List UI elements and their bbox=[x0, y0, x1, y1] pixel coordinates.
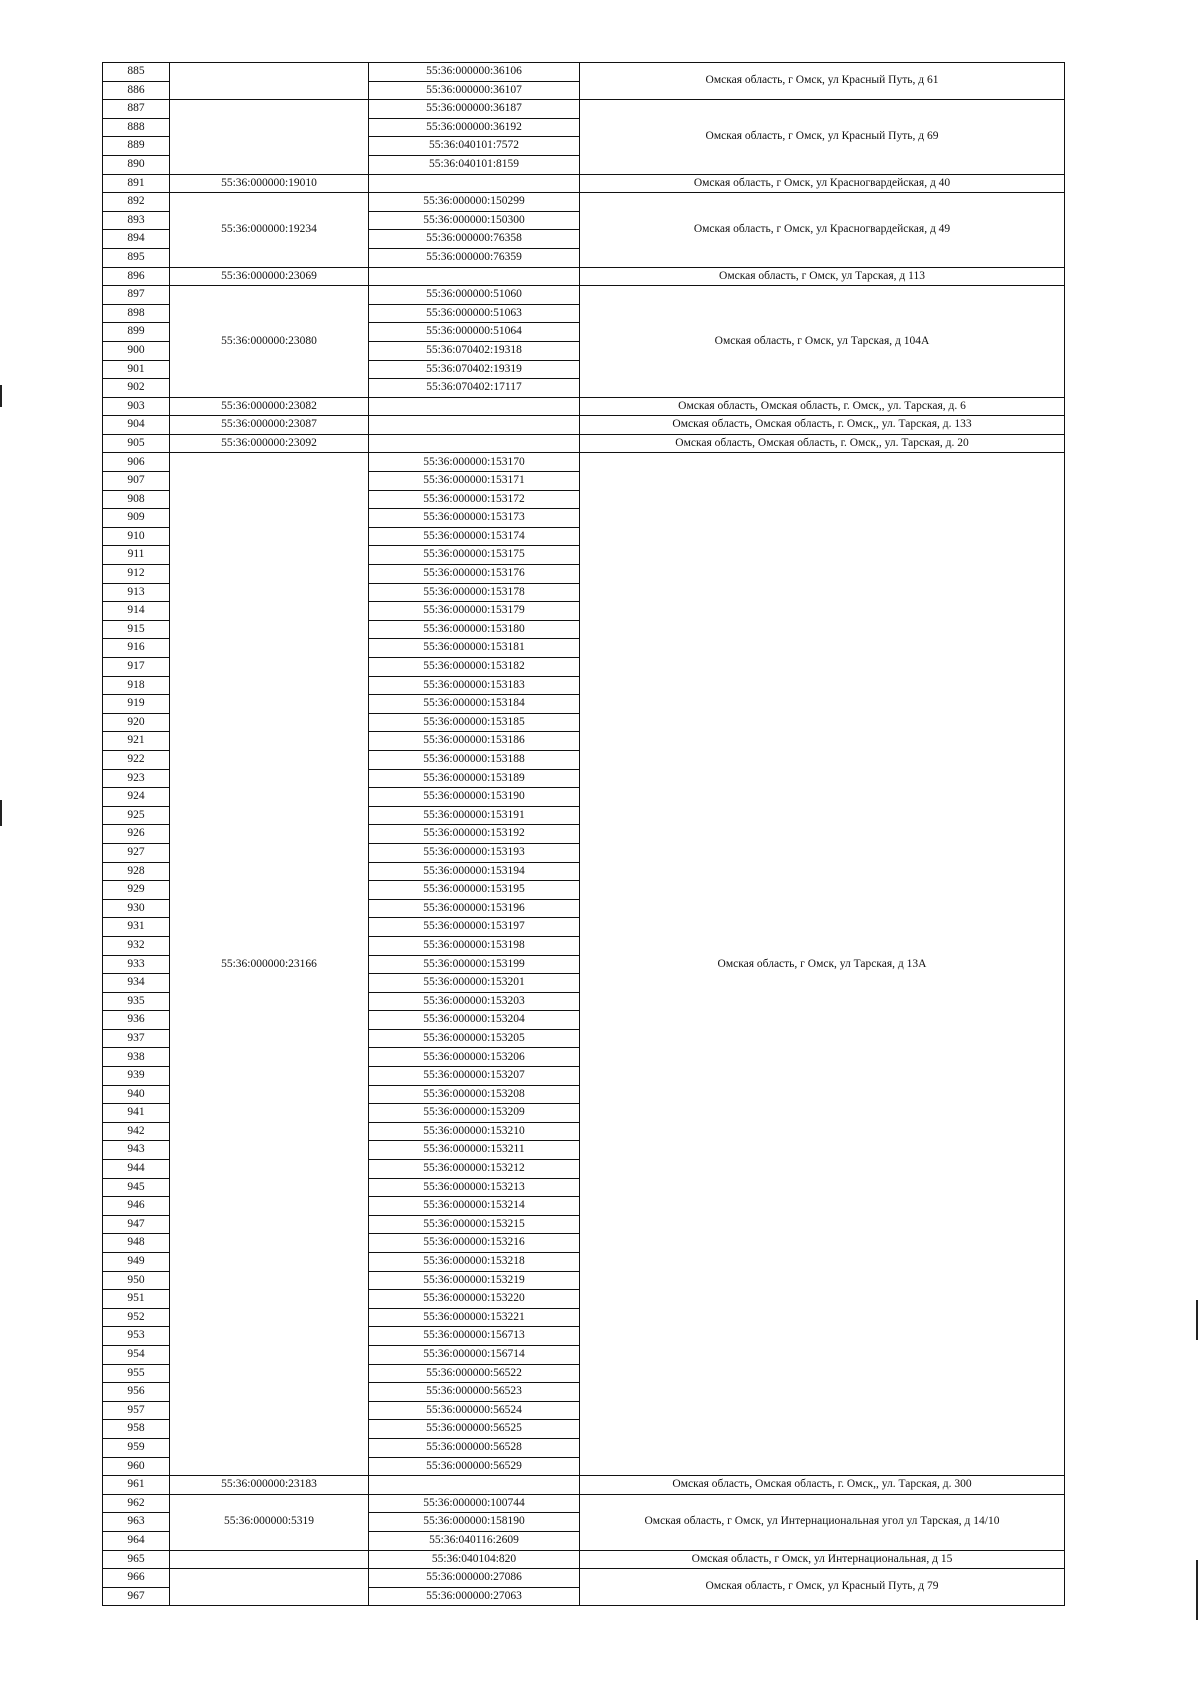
row-number-cell: 964 bbox=[103, 1531, 170, 1550]
address-cell: Омская область, г Омск, ул Красногвардейская, д 49 bbox=[580, 193, 1065, 267]
object-number-cell: 55:36:000000:153184 bbox=[369, 695, 580, 714]
cadastral-number-cell: 55:36:000000:23069 bbox=[170, 267, 369, 286]
row-number-cell: 952 bbox=[103, 1308, 170, 1327]
row-number-cell: 929 bbox=[103, 881, 170, 900]
row-number-cell: 905 bbox=[103, 434, 170, 453]
object-number-cell: 55:36:000000:56524 bbox=[369, 1401, 580, 1420]
object-number-cell: 55:36:000000:153191 bbox=[369, 806, 580, 825]
object-number-cell: 55:36:000000:36192 bbox=[369, 118, 580, 137]
cadastral-number-cell: 55:36:000000:23080 bbox=[170, 286, 369, 398]
address-cell: Омская область, Омская область, г. Омск,, ул. Тарская, д. 20 bbox=[580, 434, 1065, 453]
cadastral-number-cell: 55:36:000000:19010 bbox=[170, 174, 369, 193]
object-number-cell: 55:36:000000:156713 bbox=[369, 1327, 580, 1346]
row-number-cell: 941 bbox=[103, 1104, 170, 1123]
address-cell: Омская область, г Омск, ул Тарская, д 113 bbox=[580, 267, 1065, 286]
row-number-cell: 944 bbox=[103, 1160, 170, 1179]
address-cell: Омская область, Омская область, г. Омск,, ул. Тарская, д. 6 bbox=[580, 397, 1065, 416]
row-number-cell: 936 bbox=[103, 1011, 170, 1030]
table-row bbox=[103, 100, 1065, 119]
object-number-cell: 55:36:000000:153210 bbox=[369, 1122, 580, 1141]
object-number-cell: 55:36:040104:820 bbox=[369, 1550, 580, 1569]
row-number-cell: 939 bbox=[103, 1067, 170, 1086]
row-number-cell: 958 bbox=[103, 1420, 170, 1439]
cadastral-number-cell: 55:36:000000:23166 bbox=[170, 453, 369, 1476]
row-number-cell: 907 bbox=[103, 472, 170, 491]
object-number-cell bbox=[369, 267, 580, 286]
cadastral-number-cell: 55:36:000000:23092 bbox=[170, 434, 369, 453]
object-number-cell: 55:36:000000:153214 bbox=[369, 1197, 580, 1216]
scan-artifact bbox=[0, 385, 2, 407]
object-number-cell: 55:36:000000:51060 bbox=[369, 286, 580, 305]
row-number-cell: 908 bbox=[103, 490, 170, 509]
row-number-cell: 942 bbox=[103, 1122, 170, 1141]
object-number-cell: 55:36:000000:51064 bbox=[369, 323, 580, 342]
row-number-cell: 920 bbox=[103, 713, 170, 732]
object-number-cell bbox=[369, 416, 580, 435]
row-number-cell: 935 bbox=[103, 992, 170, 1011]
row-number-cell: 960 bbox=[103, 1457, 170, 1476]
row-number-cell: 921 bbox=[103, 732, 170, 751]
table-row bbox=[103, 416, 1065, 435]
object-number-cell: 55:36:000000:153181 bbox=[369, 639, 580, 658]
object-number-cell: 55:36:000000:153180 bbox=[369, 620, 580, 639]
object-number-cell: 55:36:000000:158190 bbox=[369, 1513, 580, 1532]
table-row bbox=[103, 453, 1065, 472]
table-row bbox=[103, 63, 1065, 82]
object-number-cell: 55:36:000000:27086 bbox=[369, 1569, 580, 1588]
row-number-cell: 912 bbox=[103, 565, 170, 584]
row-number-cell: 959 bbox=[103, 1438, 170, 1457]
row-number-cell: 966 bbox=[103, 1569, 170, 1588]
object-number-cell: 55:36:000000:153206 bbox=[369, 1048, 580, 1067]
object-number-cell: 55:36:000000:153182 bbox=[369, 658, 580, 677]
row-number-cell: 888 bbox=[103, 118, 170, 137]
row-number-cell: 940 bbox=[103, 1085, 170, 1104]
object-number-cell: 55:36:000000:153203 bbox=[369, 992, 580, 1011]
object-number-cell: 55:36:000000:153213 bbox=[369, 1178, 580, 1197]
row-number-cell: 949 bbox=[103, 1253, 170, 1272]
object-number-cell: 55:36:000000:153209 bbox=[369, 1104, 580, 1123]
row-number-cell: 930 bbox=[103, 899, 170, 918]
object-number-cell bbox=[369, 174, 580, 193]
row-number-cell: 890 bbox=[103, 155, 170, 174]
object-number-cell bbox=[369, 397, 580, 416]
object-number-cell: 55:36:000000:153208 bbox=[369, 1085, 580, 1104]
object-number-cell: 55:36:000000:153196 bbox=[369, 899, 580, 918]
object-number-cell: 55:36:000000:153170 bbox=[369, 453, 580, 472]
object-number-cell: 55:36:000000:56528 bbox=[369, 1438, 580, 1457]
row-number-cell: 946 bbox=[103, 1197, 170, 1216]
row-number-cell: 913 bbox=[103, 583, 170, 602]
object-number-cell bbox=[369, 1476, 580, 1495]
address-cell: Омская область, г Омск, ул Интернациональная, д 15 bbox=[580, 1550, 1065, 1569]
row-number-cell: 899 bbox=[103, 323, 170, 342]
row-number-cell: 945 bbox=[103, 1178, 170, 1197]
cadastral-number-cell: 55:36:000000:5319 bbox=[170, 1494, 369, 1550]
row-number-cell: 938 bbox=[103, 1048, 170, 1067]
object-number-cell: 55:36:040101:7572 bbox=[369, 137, 580, 156]
table-body bbox=[103, 63, 1065, 1606]
object-number-cell: 55:36:000000:153216 bbox=[369, 1234, 580, 1253]
object-number-cell: 55:36:000000:153218 bbox=[369, 1253, 580, 1272]
object-number-cell: 55:36:000000:56523 bbox=[369, 1383, 580, 1402]
row-number-cell: 928 bbox=[103, 862, 170, 881]
object-number-cell: 55:36:000000:153174 bbox=[369, 527, 580, 546]
address-cell: Омская область, г Омск, ул Тарская, д 104А bbox=[580, 286, 1065, 398]
row-number-cell: 953 bbox=[103, 1327, 170, 1346]
row-number-cell: 948 bbox=[103, 1234, 170, 1253]
object-number-cell: 55:36:000000:153198 bbox=[369, 936, 580, 955]
object-number-cell: 55:36:000000:153190 bbox=[369, 788, 580, 807]
scan-artifact bbox=[0, 800, 2, 826]
row-number-cell: 886 bbox=[103, 81, 170, 100]
object-number-cell: 55:36:000000:153188 bbox=[369, 750, 580, 769]
object-number-cell: 55:36:000000:153221 bbox=[369, 1308, 580, 1327]
row-number-cell: 902 bbox=[103, 379, 170, 398]
address-cell: Омская область, г Омск, ул Красный Путь, д 79 bbox=[580, 1569, 1065, 1606]
row-number-cell: 927 bbox=[103, 843, 170, 862]
object-number-cell: 55:36:000000:153211 bbox=[369, 1141, 580, 1160]
object-number-cell: 55:36:000000:153201 bbox=[369, 974, 580, 993]
object-number-cell: 55:36:040101:8159 bbox=[369, 155, 580, 174]
row-number-cell: 957 bbox=[103, 1401, 170, 1420]
object-number-cell: 55:36:000000:76359 bbox=[369, 248, 580, 267]
table-row bbox=[103, 1569, 1065, 1588]
object-number-cell: 55:36:000000:153194 bbox=[369, 862, 580, 881]
row-number-cell: 914 bbox=[103, 602, 170, 621]
row-number-cell: 891 bbox=[103, 174, 170, 193]
document-table bbox=[102, 62, 1065, 1606]
address-cell: Омская область, г Омск, ул Красногвардейская, д 40 bbox=[580, 174, 1065, 193]
scan-artifact bbox=[1196, 1300, 1198, 1340]
object-number-cell: 55:36:070402:19319 bbox=[369, 360, 580, 379]
object-number-cell: 55:36:000000:36187 bbox=[369, 100, 580, 119]
address-cell: Омская область, г Омск, ул Интернациональная угол ул Тарская, д 14/10 bbox=[580, 1494, 1065, 1550]
object-number-cell: 55:36:000000:56522 bbox=[369, 1364, 580, 1383]
row-number-cell: 917 bbox=[103, 658, 170, 677]
cadastral-number-cell bbox=[170, 100, 369, 174]
table-row bbox=[103, 286, 1065, 305]
row-number-cell: 926 bbox=[103, 825, 170, 844]
object-number-cell: 55:36:000000:76358 bbox=[369, 230, 580, 249]
object-number-cell: 55:36:000000:51063 bbox=[369, 304, 580, 323]
object-number-cell: 55:36:000000:153199 bbox=[369, 955, 580, 974]
address-cell: Омская область, г Омск, ул Красный Путь, д 61 bbox=[580, 63, 1065, 100]
row-number-cell: 934 bbox=[103, 974, 170, 993]
row-number-cell: 962 bbox=[103, 1494, 170, 1513]
row-number-cell: 967 bbox=[103, 1587, 170, 1606]
table-row bbox=[103, 174, 1065, 193]
object-number-cell: 55:36:000000:153183 bbox=[369, 676, 580, 695]
object-number-cell: 55:36:000000:156714 bbox=[369, 1345, 580, 1364]
object-number-cell: 55:36:000000:153219 bbox=[369, 1271, 580, 1290]
object-number-cell: 55:36:000000:153193 bbox=[369, 843, 580, 862]
cadastral-number-cell bbox=[170, 1550, 369, 1569]
table-row bbox=[103, 193, 1065, 212]
address-cell: Омская область, Омская область, г. Омск,, ул. Тарская, д. 300 bbox=[580, 1476, 1065, 1495]
row-number-cell: 918 bbox=[103, 676, 170, 695]
object-number-cell: 55:36:070402:17117 bbox=[369, 379, 580, 398]
object-number-cell bbox=[369, 434, 580, 453]
object-number-cell: 55:36:070402:19318 bbox=[369, 341, 580, 360]
row-number-cell: 895 bbox=[103, 248, 170, 267]
object-number-cell: 55:36:000000:56525 bbox=[369, 1420, 580, 1439]
table-row bbox=[103, 1550, 1065, 1569]
row-number-cell: 933 bbox=[103, 955, 170, 974]
address-cell: Омская область, г Омск, ул Тарская, д 13А bbox=[580, 453, 1065, 1476]
row-number-cell: 954 bbox=[103, 1345, 170, 1364]
object-number-cell: 55:36:000000:153205 bbox=[369, 1029, 580, 1048]
row-number-cell: 915 bbox=[103, 620, 170, 639]
table-row bbox=[103, 267, 1065, 286]
scan-artifact bbox=[1196, 1560, 1198, 1620]
object-number-cell: 55:36:000000:153195 bbox=[369, 881, 580, 900]
row-number-cell: 965 bbox=[103, 1550, 170, 1569]
cadastral-number-cell: 55:36:000000:23082 bbox=[170, 397, 369, 416]
row-number-cell: 943 bbox=[103, 1141, 170, 1160]
row-number-cell: 897 bbox=[103, 286, 170, 305]
row-number-cell: 951 bbox=[103, 1290, 170, 1309]
row-number-cell: 893 bbox=[103, 211, 170, 230]
object-number-cell: 55:36:000000:153185 bbox=[369, 713, 580, 732]
cadastral-number-cell: 55:36:000000:23183 bbox=[170, 1476, 369, 1495]
table-row bbox=[103, 397, 1065, 416]
row-number-cell: 916 bbox=[103, 639, 170, 658]
object-number-cell: 55:36:000000:153172 bbox=[369, 490, 580, 509]
row-number-cell: 885 bbox=[103, 63, 170, 82]
object-number-cell: 55:36:000000:153186 bbox=[369, 732, 580, 751]
object-number-cell: 55:36:000000:153207 bbox=[369, 1067, 580, 1086]
row-number-cell: 955 bbox=[103, 1364, 170, 1383]
row-number-cell: 896 bbox=[103, 267, 170, 286]
object-number-cell: 55:36:000000:56529 bbox=[369, 1457, 580, 1476]
row-number-cell: 903 bbox=[103, 397, 170, 416]
cadastral-number-cell: 55:36:000000:23087 bbox=[170, 416, 369, 435]
row-number-cell: 931 bbox=[103, 918, 170, 937]
row-number-cell: 909 bbox=[103, 509, 170, 528]
row-number-cell: 947 bbox=[103, 1215, 170, 1234]
row-number-cell: 887 bbox=[103, 100, 170, 119]
object-number-cell: 55:36:000000:27063 bbox=[369, 1587, 580, 1606]
row-number-cell: 923 bbox=[103, 769, 170, 788]
address-cell: Омская область, г Омск, ул Красный Путь, д 69 bbox=[580, 100, 1065, 174]
cadastral-number-cell bbox=[170, 1569, 369, 1606]
object-number-cell: 55:36:000000:153204 bbox=[369, 1011, 580, 1030]
row-number-cell: 922 bbox=[103, 750, 170, 769]
table-row bbox=[103, 1476, 1065, 1495]
object-number-cell: 55:36:000000:153215 bbox=[369, 1215, 580, 1234]
row-number-cell: 900 bbox=[103, 341, 170, 360]
row-number-cell: 892 bbox=[103, 193, 170, 212]
object-number-cell: 55:36:000000:153173 bbox=[369, 509, 580, 528]
row-number-cell: 963 bbox=[103, 1513, 170, 1532]
object-number-cell: 55:36:000000:153220 bbox=[369, 1290, 580, 1309]
row-number-cell: 889 bbox=[103, 137, 170, 156]
object-number-cell: 55:36:000000:153171 bbox=[369, 472, 580, 491]
address-cell: Омская область, Омская область, г. Омск,, ул. Тарская, д. 133 bbox=[580, 416, 1065, 435]
cadastral-number-cell bbox=[170, 63, 369, 100]
row-number-cell: 910 bbox=[103, 527, 170, 546]
row-number-cell: 925 bbox=[103, 806, 170, 825]
row-number-cell: 911 bbox=[103, 546, 170, 565]
object-number-cell: 55:36:000000:153189 bbox=[369, 769, 580, 788]
row-number-cell: 901 bbox=[103, 360, 170, 379]
object-number-cell: 55:36:000000:153212 bbox=[369, 1160, 580, 1179]
object-number-cell: 55:36:000000:153179 bbox=[369, 602, 580, 621]
object-number-cell: 55:36:040116:2609 bbox=[369, 1531, 580, 1550]
object-number-cell: 55:36:000000:150300 bbox=[369, 211, 580, 230]
object-number-cell: 55:36:000000:153178 bbox=[369, 583, 580, 602]
cadastral-number-cell: 55:36:000000:19234 bbox=[170, 193, 369, 267]
table-row bbox=[103, 1494, 1065, 1513]
table-row bbox=[103, 434, 1065, 453]
object-number-cell: 55:36:000000:36106 bbox=[369, 63, 580, 82]
object-number-cell: 55:36:000000:153197 bbox=[369, 918, 580, 937]
row-number-cell: 956 bbox=[103, 1383, 170, 1402]
object-number-cell: 55:36:000000:153175 bbox=[369, 546, 580, 565]
row-number-cell: 898 bbox=[103, 304, 170, 323]
object-number-cell: 55:36:000000:150299 bbox=[369, 193, 580, 212]
row-number-cell: 932 bbox=[103, 936, 170, 955]
object-number-cell: 55:36:000000:36107 bbox=[369, 81, 580, 100]
row-number-cell: 961 bbox=[103, 1476, 170, 1495]
object-number-cell: 55:36:000000:153192 bbox=[369, 825, 580, 844]
row-number-cell: 950 bbox=[103, 1271, 170, 1290]
row-number-cell: 904 bbox=[103, 416, 170, 435]
object-number-cell: 55:36:000000:153176 bbox=[369, 565, 580, 584]
row-number-cell: 894 bbox=[103, 230, 170, 249]
row-number-cell: 924 bbox=[103, 788, 170, 807]
row-number-cell: 906 bbox=[103, 453, 170, 472]
row-number-cell: 919 bbox=[103, 695, 170, 714]
object-number-cell: 55:36:000000:100744 bbox=[369, 1494, 580, 1513]
row-number-cell: 937 bbox=[103, 1029, 170, 1048]
